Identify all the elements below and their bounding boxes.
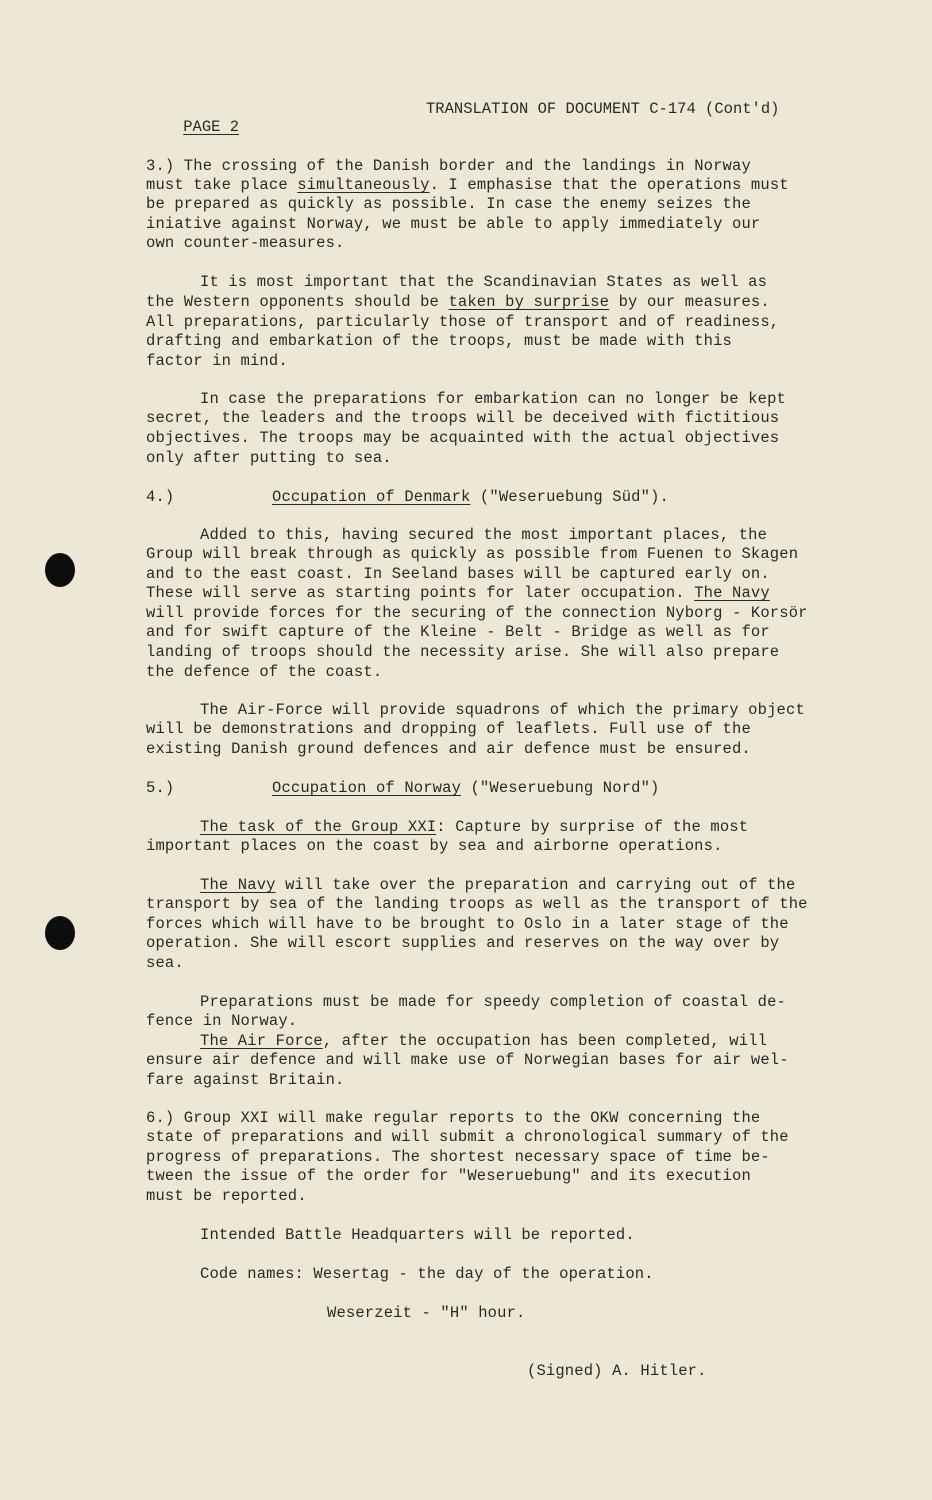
text-line: progress of preparations. The shortest necessary space of time be- <box>146 1148 770 1166</box>
text-line: and for swift capture of the Kleine - Belt - Bridge as well as for <box>146 623 770 641</box>
text-line: The Navy will take over the preparation and carrying out of the <box>200 876 796 894</box>
text-line: fare against Britain. <box>146 1071 345 1089</box>
text-line: factor in mind. <box>146 352 288 370</box>
text-line: secret, the leaders and the troops will be deceived with fictitious <box>146 409 780 427</box>
headquarters-note: Intended Battle Headquarters will be reported. <box>200 1226 635 1244</box>
text-line: be prepared as quickly as possible. In case the enemy seizes the <box>146 195 751 213</box>
text-line: state of preparations and will submit a chronological summary of the <box>146 1128 789 1146</box>
text-line: transport by sea of the landing troops as well as the transport of the <box>146 895 808 913</box>
text-line: The Air-Force will provide squadrons of which the primary object <box>200 701 805 719</box>
text-line: It is most important that the Scandinavian States as well as <box>200 273 768 291</box>
text-line: and to the east coast. In Seeland bases will be captured early on. <box>146 565 770 583</box>
text-line: existing Danish ground defences and air defence must be ensured. <box>146 740 751 758</box>
document-title: TRANSLATION OF DOCUMENT C-174 (Cont'd) <box>426 100 780 118</box>
section-number: 4.) <box>146 488 175 506</box>
text-line: sea. <box>146 954 184 972</box>
text-line: Group will break through as quickly as possible from Fuenen to Skagen <box>146 545 799 563</box>
text-line: Preparations must be made for speedy completion of coastal de- <box>200 993 786 1011</box>
text-line: fence in Norway. <box>146 1012 298 1030</box>
text-line: iniative against Norway, we must be able to apply immediately our <box>146 215 761 233</box>
section-title: Occupation of Denmark ("Weseruebung Süd"). <box>272 488 669 506</box>
text-line: Added to this, having secured the most important places, the <box>200 526 768 544</box>
text-line: the Western opponents should be taken by surprise by our measures. <box>146 293 770 311</box>
text-line: The Air Force, after the occupation has been completed, will <box>200 1032 768 1050</box>
text-line: 6.) Group XXI will make regular reports to the OKW concerning the <box>146 1109 761 1127</box>
text-line: must be reported. <box>146 1187 307 1205</box>
signature: (Signed) A. Hitler. <box>527 1362 707 1380</box>
page-label: PAGE 2 <box>183 118 240 136</box>
text-line: In case the preparations for embarkation can no longer be kept <box>200 390 786 408</box>
section-number: 5.) <box>146 779 175 797</box>
text-line: will be demonstrations and dropping of leaflets. Full use of the <box>146 720 751 738</box>
text-line: will provide forces for the securing of the connection Nyborg - Korsör <box>146 604 808 622</box>
text-line: tween the issue of the order for "Weseruebung" and its execution <box>146 1167 751 1185</box>
text-line: own counter-measures. <box>146 234 345 252</box>
text-line: forces which will have to be brought to Oslo in a later stage of the <box>146 915 789 933</box>
punch-hole-top <box>45 553 75 587</box>
text-line: The task of the Group XXI: Capture by surprise of the most <box>200 818 749 836</box>
text-line: must take place simultaneously. I emphasise that the operations must <box>146 176 789 194</box>
text-line: objectives. The troops may be acquainted with the actual objectives <box>146 429 780 447</box>
text-line: drafting and embarkation of the troops, must be made with this <box>146 332 732 350</box>
text-line: All preparations, particularly those of transport and of readiness, <box>146 313 780 331</box>
text-line: landing of troops should the necessity arise. She will also prepare <box>146 643 780 661</box>
text-line: 3.) The crossing of the Danish border and the landings in Norway <box>146 157 751 175</box>
code-name-weserzeit: Weserzeit - "H" hour. <box>327 1304 526 1322</box>
section-title: Occupation of Norway ("Weseruebung Nord") <box>272 779 660 797</box>
text-line: operation. She will escort supplies and reserves on the way over by <box>146 934 780 952</box>
text-line: These will serve as starting points for later occupation. The Navy <box>146 584 770 602</box>
text-line: only after putting to sea. <box>146 449 392 467</box>
text-line: the defence of the coast. <box>146 663 383 681</box>
text-line: important places on the coast by sea and airborne operations. <box>146 837 723 855</box>
text-line: ensure air defence and will make use of Norwegian bases for air wel- <box>146 1051 789 1069</box>
code-names: Code names: Wesertag - the day of the operation. <box>200 1265 654 1283</box>
punch-hole-bottom <box>45 916 75 950</box>
